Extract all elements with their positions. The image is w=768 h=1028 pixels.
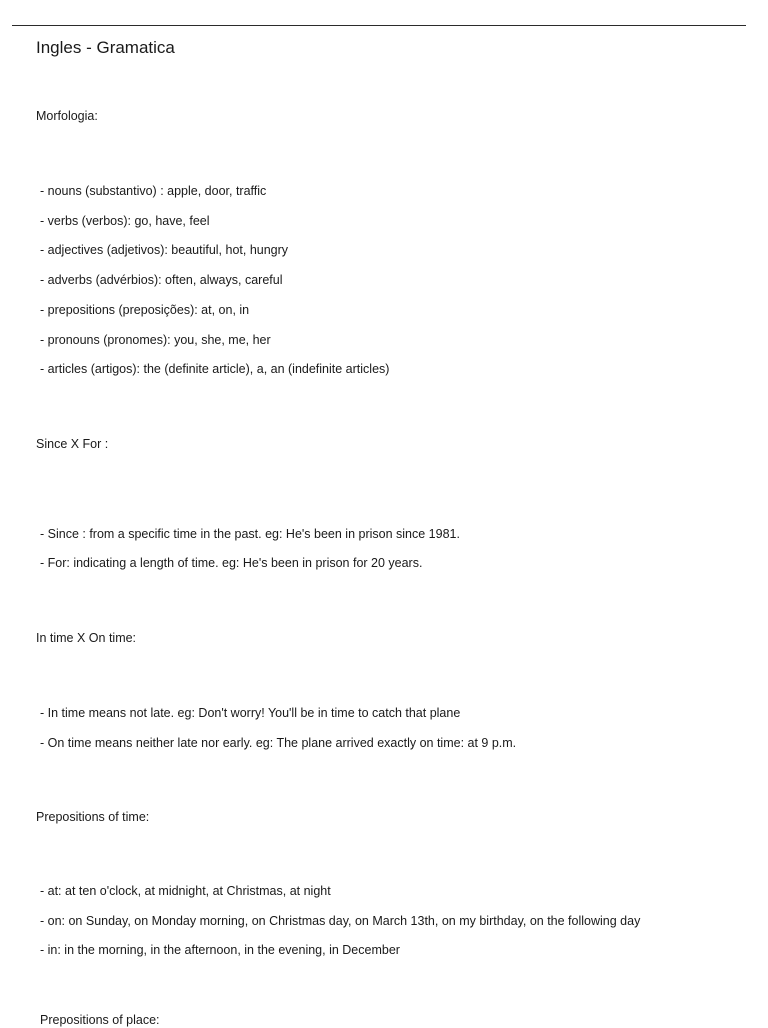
list-item: - at: at ten o'clock, at midnight, at Christmas, at night (40, 884, 331, 898)
section-heading-since-for: Since X For : (36, 437, 109, 451)
list-item: - Since : from a specific time in the past. eg: He's been in prison since 1981. (40, 527, 460, 541)
list-item: - articles (artigos): the (definite article), a, an (indefinite articles) (40, 362, 390, 376)
list-item: - pronouns (pronomes): you, she, me, her (40, 333, 271, 347)
section-heading-in-time-on-time: In time X On time: (36, 631, 137, 645)
list-item: - on: on Sunday, on Monday morning, on Christmas day, on March 13th, on my birthday, on the following day (40, 914, 641, 928)
header-rule (12, 25, 746, 26)
list-item: - prepositions (preposições): at, on, in (40, 303, 250, 317)
document-title: Ingles - Gramatica (36, 38, 175, 57)
list-item: - adverbs (advérbios): often, always, careful (40, 273, 283, 287)
section-heading-morfologia: Morfologia: (36, 109, 98, 123)
list-item: - adjectives (adjetivos): beautiful, hot, hungry (40, 243, 289, 257)
list-item: - In time means not late. eg: Don't worry! You'll be in time to catch that plane (40, 706, 461, 720)
list-item: - in: in the morning, in the afternoon, in the evening, in December (40, 943, 400, 957)
section-heading-prepositions-of-time: Prepositions of time: (36, 810, 150, 824)
section-heading-prepositions-of-place: Prepositions of place: (40, 1013, 160, 1027)
list-item: - For: indicating a length of time. eg: He's been in prison for 20 years. (40, 556, 423, 570)
list-item: - nouns (substantivo) : apple, door, traffic (40, 184, 267, 198)
list-item: - verbs (verbos): go, have, feel (40, 214, 210, 228)
list-item: - On time means neither late nor early. eg: The plane arrived exactly on time: at 9 p.m. (40, 736, 517, 750)
